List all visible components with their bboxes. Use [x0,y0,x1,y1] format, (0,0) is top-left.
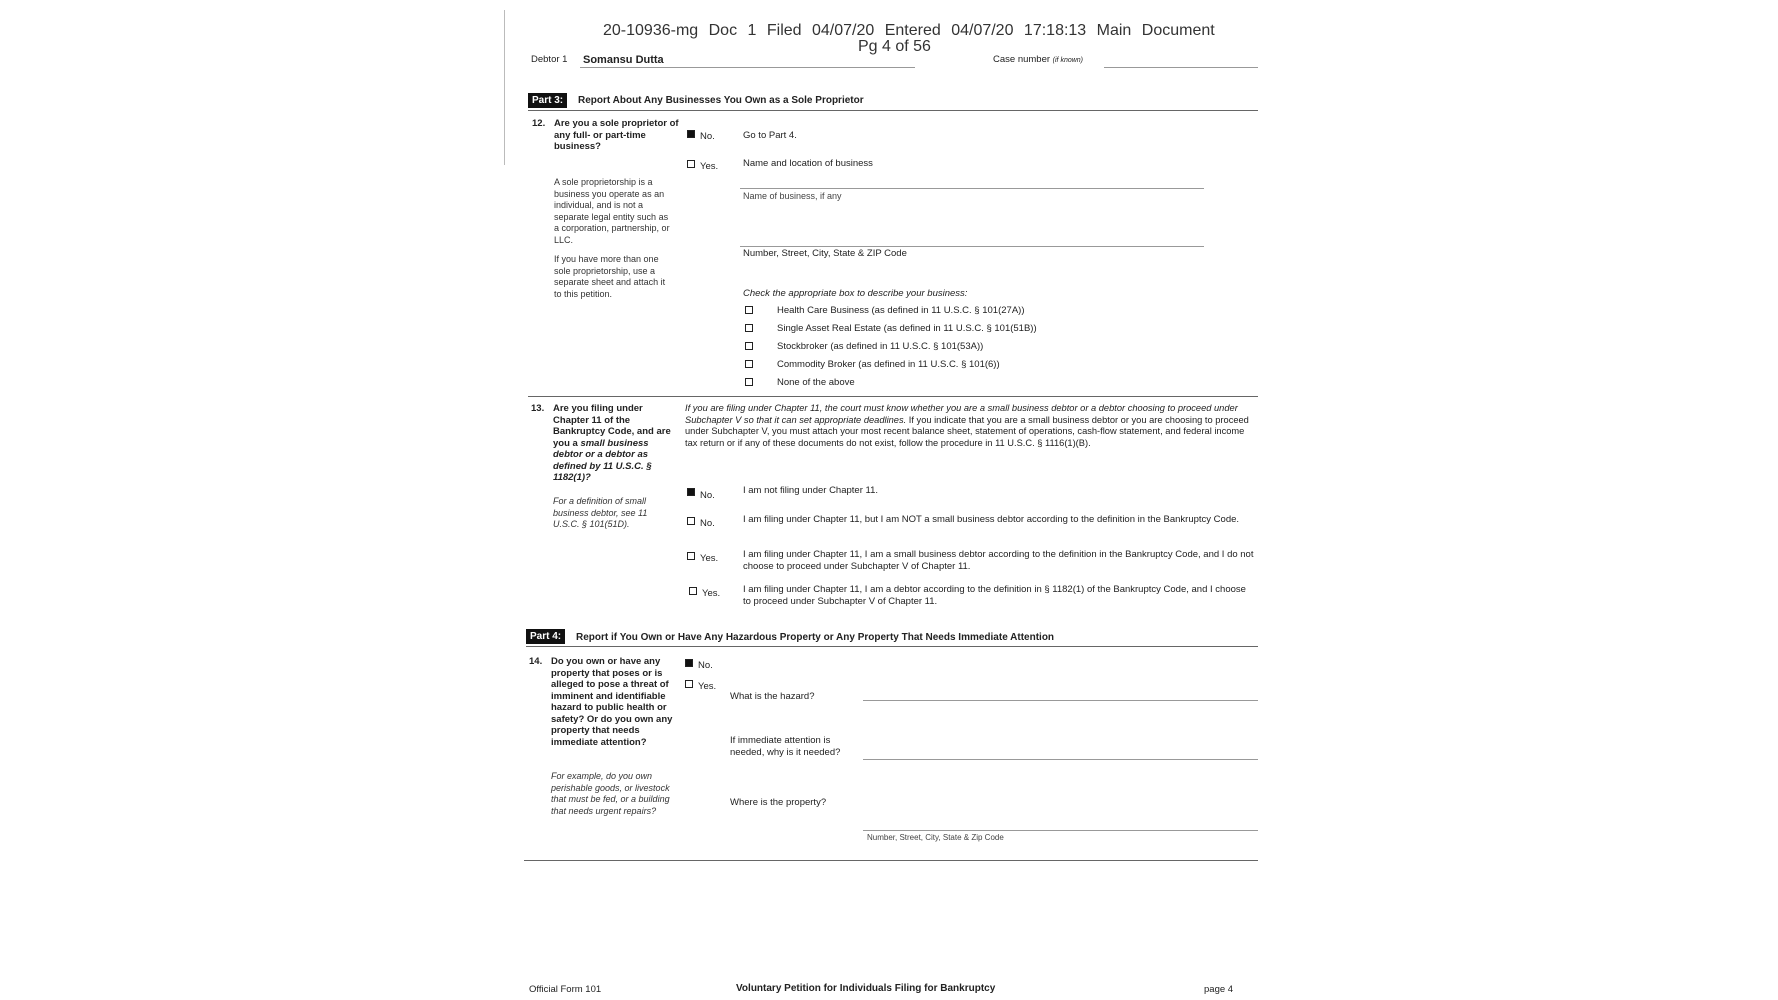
case-number-hint: (if known) [1052,57,1084,64]
q13-answer-3-label: Yes. [700,553,719,564]
case-number-label [993,54,1083,65]
business-name-field[interactable] [740,188,1204,189]
commodity-broker-checkbox[interactable] [745,360,753,368]
health-care-option: Health Care Business (as defined in 11 U.S.C. § 101(27A)) [777,305,1025,316]
hazard-label: What is the hazard? [730,691,815,702]
q13-answer-2-text: I am filing under Chapter 11, but I am NOT a small business debtor according to the definition in the Bankruptcy Code. [743,514,1240,525]
part3-tag: Part 3: [528,93,567,108]
q13-note: For a definition of small business debtor, see 11 U.S.C. § 101(51D). [553,496,648,529]
q13-number: 13. [531,403,545,414]
footer-form: Official Form 101 [529,984,602,995]
where-label: Where is the property? [730,797,827,808]
stockbroker-option: Stockbroker (as defined in 11 U.S.C. § 101(53A)) [777,341,984,352]
q14-number: 14. [529,656,543,667]
q12-no-checkbox[interactable] [687,130,695,138]
none-of-above-option: None of the above [777,377,855,388]
footer-page: page 4 [1204,984,1234,995]
part4-tag: Part 4: [526,629,565,644]
case-number-line [1104,67,1258,68]
q13-answer-2-checkbox[interactable] [687,517,695,525]
q13-answer-1-label: No. [700,490,715,501]
debtor-name-line [580,67,915,68]
health-care-checkbox[interactable] [745,306,753,314]
q12-number: 12. [532,118,546,129]
commodity-broker-option: Commodity Broker (as defined in 11 U.S.C. § 101(6)) [777,359,1000,370]
q14-yes-label: Yes. [698,681,717,692]
single-asset-option: Single Asset Real Estate (as defined in 11 U.S.C. § 101(51B)) [777,323,1037,334]
business-address-label: Number, Street, City, State & ZIP Code [743,248,907,259]
q12-no-label: No. [700,131,715,142]
q13-instructions-rest: If you indicate that you are a small business debtor or you are choosing to proceed under Subchapter V, you must attach your most recent balance sheet, statement of operations, cash-flow statement, and federal income tax return or if any of these documents do not exist, follow the procedure in 11 U.S.C. § 1116(1)(B). [685,414,1249,448]
q12-note-multiple: If you have more than one sole proprietorship, use a separate sheet and attach it to this petition. [554,254,666,299]
q13-answer-3-text: I am filing under Chapter 11, I am a small business debtor according to the definition in the Bankruptcy Code, and I do not choose to proceed under Subchapter V of Chapter 11. [743,549,1254,572]
q14-yes-checkbox[interactable] [685,680,693,688]
q14-no-label: No. [698,660,713,671]
q13-question [553,403,679,484]
q12-divider [528,396,1258,397]
q13-question-part1: Are you filing under Chapter 11 of the Bankruptcy Code, and are you a [553,403,671,449]
part3-title: Report About Any Businesses You Own as a Sole Proprietor [578,95,864,106]
hazard-field[interactable] [863,700,1258,701]
case-number-text: Case number [993,54,1051,65]
business-type-prompt: Check the appropriate box to describe your business: [743,288,968,299]
business-name-label: Name of business, if any [743,191,842,201]
q13-answer-4-checkbox[interactable] [689,587,697,595]
q13-answer-4-text: I am filing under Chapter 11, I am a debtor according to the definition in § 1182(1) of the Bankruptcy Code, and I choose to proceed under Subchapter V of Chapter 11. [743,584,1246,607]
debtor-label: Debtor 1 [531,54,568,65]
q12-yes-text: Name and location of business [743,158,873,169]
q13-answer-2-label: No. [700,518,715,529]
single-asset-checkbox[interactable] [745,324,753,332]
q14-no-checkbox[interactable] [685,659,693,667]
margin-line [504,10,505,165]
part4-rule [526,646,1258,647]
part4-title: Report if You Own or Have Any Hazardous Property or Any Property That Needs Immediate Attention [576,632,1055,643]
q12-note-sole-proprietorship: A sole proprietorship is a business you operate as an individual, and is not a separate legal entity such as a corporation, partnership, or LLC. [554,177,670,245]
none-of-above-checkbox[interactable] [745,378,753,386]
debtor-name: Somansu Dutta [583,54,664,66]
q14-note: For example, do you own perishable goods, or livestock that must be fed, or a building that needs urgent repairs? [551,771,670,816]
q12-question: Are you a sole proprietor of any full- or part-time business? [554,118,679,152]
attention-field[interactable] [863,759,1258,760]
q13-instructions-italic: If you are filing under Chapter 11, the court must know whether you are a small business debtor or a debtor choosing to proceed under Subchapter V so that it can set appropriate deadlines. [685,403,1238,425]
page-number-line: Pg 4 of 56 [858,38,931,55]
case-filing-line: 20-10936-mg Doc 1 Filed 04/07/20 Entered 04/07/20 17:18:13 Main Document [603,22,1215,39]
footer-title: Voluntary Petition for Individuals Filing for Bankruptcy [736,983,996,994]
part3-rule [528,110,1258,111]
q12-yes-label: Yes. [700,161,719,172]
q13-instructions [685,403,1257,449]
business-address-field[interactable] [740,246,1204,247]
q13-question-part2: small business debtor or a debtor as defined by 11 U.S.C. § 1182(1)? [553,437,652,483]
stockbroker-checkbox[interactable] [745,342,753,350]
q12-no-text: Go to Part 4. [743,130,797,141]
q12-yes-checkbox[interactable] [687,160,695,168]
q13-answer-4-label: Yes. [702,588,721,599]
property-address-hint: Number, Street, City, State & Zip Code [867,833,1004,842]
property-address-field[interactable] [863,830,1258,831]
bottom-divider [524,860,1258,861]
q13-answer-1-text: I am not filing under Chapter 11. [743,485,879,496]
q13-answer-1-checkbox[interactable] [687,488,695,496]
q14-question: Do you own or have any property that poses or is alleged to pose a threat of imminent and identifiable hazard to public health or safety? Or do you own any property that needs immediate attention? [551,656,673,748]
q13-answer-3-checkbox[interactable] [687,552,695,560]
attention-label: If immediate attention is needed, why is it needed? [730,735,841,758]
